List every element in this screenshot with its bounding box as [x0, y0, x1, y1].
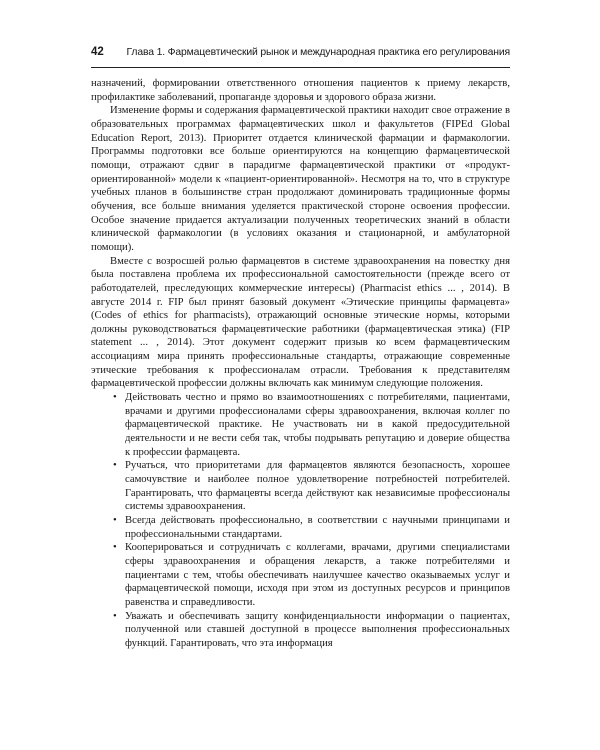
page-number: 42: [91, 46, 104, 58]
paragraph: Вместе с возросшей ролью фармацевтов в системе здравоохранения на повестку дня была поставлена проблема их профессиональной самостоятельности (прежде всего от работодателей, преследующих коммерческие интересы) (Pharmacist ethics ... , 2014). В августе 2014 г. FIP был принят базовый документ «Этические принципы фармацевта» (Codes of ethics for pharmacists), отражающий основные этические нормы, которыми должны руководствоваться фармацевтические работники (фармацевтическая этика) (FIP statement ... , 2014). Этот документ содержит призыв ко всем фармацевтическим ассоциациям мира принять профессиональные стандарты, отражающие современные этические требования к профессионалам отрасли. Требования к представителям фармацевтической профессии должны включать как минимум следующие положения.: [91, 255, 510, 390]
paragraph-continuation: назначений, формировании ответственного отношения пациентов к приему лекарств, профилактике заболеваний, пропаганде здоровья и здорового образа жизни.: [91, 78, 510, 103]
bullet-icon: •: [113, 515, 117, 526]
list-item-text: Кооперироваться и сотрудничать с коллегами, врачами, другими специалистами сферы здравоохранения и обращения лекарств, а также потребителями и пациентами с тем, чтобы обеспечивать наилучшее качество оказываемых услуг и фармацевтической помощи, исходя при этом из доступных ресурсов и принципов равенства и справедливости.: [125, 542, 510, 608]
bullet-icon: •: [113, 392, 117, 404]
running-header: [91, 46, 510, 64]
list-item: [91, 514, 510, 541]
list-item: [91, 391, 510, 459]
list-item-text: Действовать честно и прямо во взаимоотношениях с потребителями, пациентами, врачами и другими профессионалами сферы здравоохранения, включая коллег по фармацевтической практике. Не участвовать ни в какой предосудительной деятельности и не вести себя так, чтобы подрывать репутацию и доверие общества к профессии фармацевта.: [125, 392, 510, 458]
list-item-text: Всегда действовать профессионально, в соответствии с научными принципами и профессиональными стандартами.: [125, 515, 510, 540]
list-item: [91, 541, 510, 609]
chapter-title: Глава 1. Фармацевтический рынок и международная практика его регулирования: [126, 47, 510, 58]
requirements-list: [91, 391, 510, 650]
paragraph: Изменение формы и содержания фармацевтической практики находит свое отражение в образовательных программах фармацевтических школ и факультетов (FIPEd Global Education Report, 2013). Приоритет отдается клинической фармации и фармакологии. Программы подготовки все больше ориентируются на концепцию фармацевтической помощи, отражают сдвиг в парадигме фармацевтической практики от «продукт-ориентированной» модели к «пациент-ориентированной». Несмотря на то, что в структуре учебных планов в большинстве стран продолжают доминировать традиционные формы обучения, все больше внимания уделяется практической стороне освоения профессии. Особое значение придается актуализации полученных теоретических знаний в области клинической фармакологии (в условиях оказания и стационарной, и амбулаторной помощи).: [91, 105, 510, 253]
list-item: [91, 459, 510, 514]
list-item-text: Уважать и обеспечивать защиту конфиденциальности информации о пациентах, полученной или ставшей доступной в процессе выполнения профессиональных функций. Гарантировать, что эта информация: [125, 610, 510, 649]
bullet-icon: •: [113, 460, 117, 472]
list-item: [91, 610, 510, 651]
bullet-icon: •: [113, 542, 117, 554]
bullet-icon: •: [113, 610, 117, 622]
body-text: [91, 77, 510, 651]
header-rule: [91, 67, 510, 68]
list-item-text: Ручаться, что приоритетами для фармацевтов являются безопасность, хорошее самочувствие и наиболее полное удовлетворение потребностей потребителей. Гарантировать, что фармацевты всегда действуют как независимые профессионалы системы здравоохранения.: [125, 460, 510, 513]
